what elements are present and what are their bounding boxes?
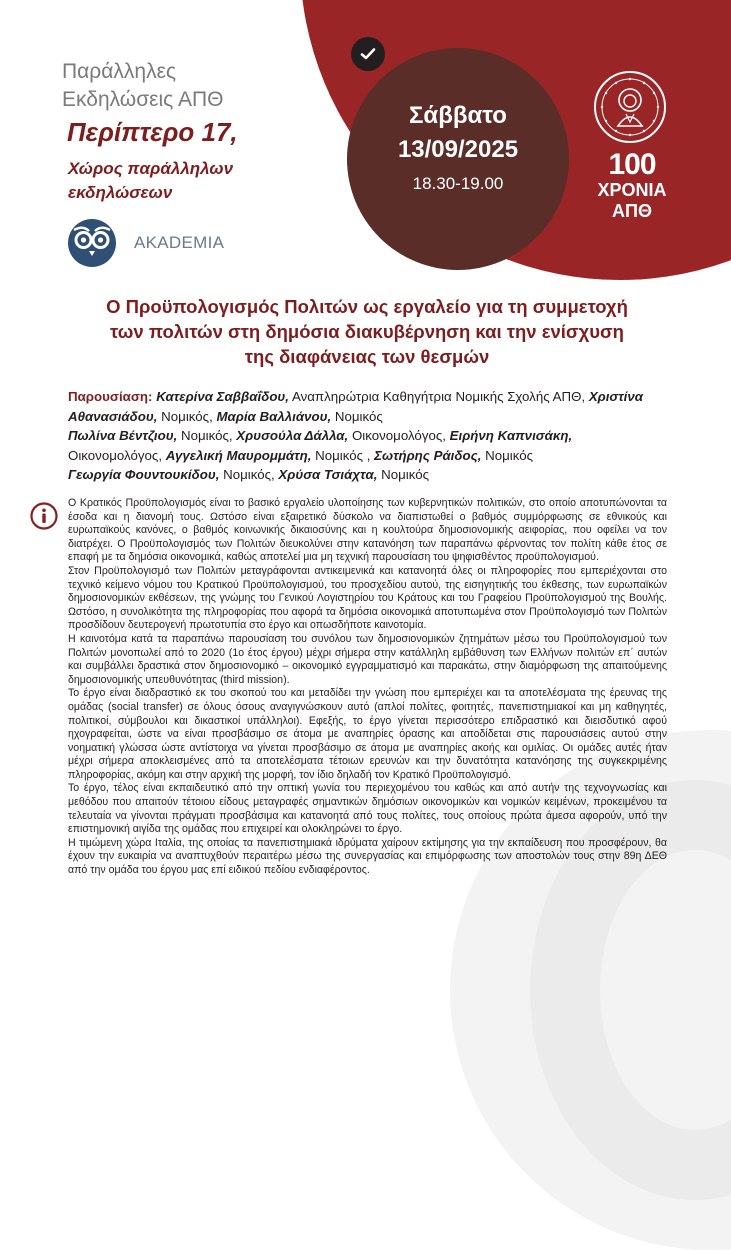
title-line3: της διαφάνειας των θεσμών xyxy=(244,346,490,367)
anniversary-line1: ΧΡΟΝΙΑ xyxy=(597,180,667,200)
presenter-name: Αγγελική Μαυρομμάτη, xyxy=(165,447,312,463)
presenter-name: Ειρήνη Καπνισάκη, xyxy=(449,428,573,443)
presenter-name: Σωτήρης Ράιδος, xyxy=(374,447,482,463)
description-paragraph: Η τιμώμενη χώρα Ιταλία, της οποίας τα πανεπιστημιακά ιδρύματα χαίρουν εκτίμησης για την εκπαίδευση που προσφέρουν, θα έχουν την ευκαιρία να αναπτυχθούν περαιτέρω μέσω της συνεργασίας και επιμόρφωσης των αποστολών τους στην 89η ΔΕΘ από την ομάδα του έργου μας επί ειδικού πεδίου ενδιαφέροντος. xyxy=(68,836,667,877)
venue-line1: Χώρος παράλληλων xyxy=(68,159,234,178)
lecture-title xyxy=(42,294,692,369)
presenter-name: Κατερίνα Σαββαΐδου, xyxy=(156,389,289,404)
presenter-role: Νομικός xyxy=(334,408,383,424)
presenter-name: Γεωργία Φουντουκίδου, xyxy=(68,467,220,482)
anniversary-logo xyxy=(592,150,672,222)
anniversary-number: 100 xyxy=(608,148,656,181)
info-icon xyxy=(30,502,58,530)
presenter-role: Αναπληρώτρια Καθηγήτρια Νομικής Σχολής ΑΠΘ, xyxy=(291,389,586,404)
owl-logo-icon xyxy=(67,218,117,268)
presenters-list xyxy=(68,387,668,485)
event-date: 13/09/2025 xyxy=(397,136,519,163)
presenter-name: Πωλίνα Βέντζιου, xyxy=(68,428,178,443)
presenter-role: Οικονομολόγος, xyxy=(351,428,446,443)
presenter-name: Χρυσούλα Δάλλα, xyxy=(236,428,349,443)
description-paragraph: Η καινοτόμα κατά τα παραπάνω παρουσίαση του συνόλου των δημοσιονομικών ζητημάτων μέσω του Προϋπολογισμού των Πολιτών μονοπωλεί από το 2020 (1ο έτος έργου) μέχρι σήμερα στην κατάλληλη εμβάθυνση των Ελλήνων πολιτών επ΄ αυτών και συμβάλλει δραστικά στον δημοσιονομικό – οικονομικό εγγραμματισμό και παρακάτω, στην διαμόρφωση της απαιτούμενης δημοσιονομικής υπευθυνότητας (third mission). xyxy=(68,632,667,686)
description-paragraph: Το έργο, τέλος είναι εκπαιδευτικό από την οπτική γωνία του περιεχομένου του καθώς και από αυτήν της τεχνογνωσίας και μεθόδου που απαιτούν τέτοιου είδους μεταγραφές σημαντικών δημόσιων οικονομικών και νομικών κειμένων, προκειμένου τα τελευταία να γίνονται πράγματι προσβάσιμα και κατανοητά από τους πολίτες, τους οποίους πρώτα άμεσα αφορούν, υπό την επιστημονική αιγίδα της ομάδας που επιχειρεί και ολοκληρώνει το έργο. xyxy=(68,782,667,836)
venue-label xyxy=(68,157,308,205)
event-day: Σάββατο xyxy=(409,102,507,129)
kiosk-label: Περίπτερο 17, xyxy=(67,117,238,147)
presenter-name: Χριστίνα Αθανασιάδου, xyxy=(68,389,644,424)
presenter-role: Οικονομολόγος, xyxy=(68,447,163,463)
presenter-role: Νομικός, xyxy=(223,467,275,482)
presenter-role: Νομικός xyxy=(381,467,430,482)
akademia-logo-text: AKADEMIA xyxy=(134,233,225,252)
event-series-title xyxy=(62,58,322,114)
subtitle-line2: Εκδηλώσεις ΑΠΘ xyxy=(62,88,224,111)
presenter-name: Μαρία Βαλλιάνου, xyxy=(216,408,332,424)
presenters-label: Παρουσίαση: xyxy=(68,389,153,404)
description-body xyxy=(68,497,667,878)
presenter-role: Νομικός xyxy=(485,447,533,463)
description-paragraph: Στον Προϋπολογισμό των Πολιτών μεταγράφονται αντικειμενικά και κατανοητά όλες οι πληροφορίες που εμπεριέχονται στο τεχνικό κείμενο νόμου του Κρατικού Προϋπολογισμού, του προσχεδίου αυτού, της εισηγητικής του έκθεσης, των ευρωπαϊκών δημοσιονομικών εκθέσεων, της γνώμης του Γενικού Λογιστηρίου του Κράτους και του Γραφείου Προϋπολογισμού της Βουλής. Ωστόσο, η συνολικότητα της πληροφορίας που αφορά τα δημόσια οικονομικά αποτυπωμένα στον Προϋπολογισμό των Πολιτών προσδίδουν δευτερογενή πρωτοτυπία στο έργο και οπωσδήποτε καινοτομία. xyxy=(68,564,667,632)
anniversary-line2: ΑΠΘ xyxy=(612,201,652,221)
title-line2: των πολιτών στη δημόσια διακυβέρνηση και την ενίσχυση xyxy=(110,321,624,342)
description-paragraph: Ο Κρατικός Προϋπολογισμός είναι το βασικό εργαλείο υλοποίησης των κυβερνητικών πολιτικών, στο οποίο αποτυπώνονται τα έσοδα και η διανομή τους. Ωστόσο είναι εξαιρετικό δύσκολο να διαπιστωθεί ο βαθμός συμμόρφωσης σε εθνικούς και ευρωπαϊκούς κανόνες, ο βαθμός κοινωνικής δικαιοσύνης και η κουλτούρα δημοσιονομικής αειφορίας, που οφείλει να τον διατρέχει. Ο Προϋπολογισμός των Πολιτών διευκολύνει στην κατανόηση των παραπάνω φέρνοντας τον πολίτη κάθε έτος σε επαφή με τα δημόσια οικονομικά, καθώς αποτελεί μια μη τεχνική παρουσίαση του ψηφισθέντος προϋπολογισμού. xyxy=(68,497,667,564)
presenter-role: Νομικός, xyxy=(161,408,213,424)
presenter-role: Νομικός , xyxy=(315,447,371,463)
university-seal-icon xyxy=(593,70,667,144)
presenter-name: Χρύσα Τσιάχτα, xyxy=(278,467,378,482)
title-line1: Ο Προϋπολογισμός Πολιτών ως εργαλείο για τη συμμετοχή xyxy=(106,296,628,317)
presenter-role: Νομικός, xyxy=(180,428,233,443)
description-paragraph: Το έργο είναι διαδραστικό εκ του σκοπού του και μεταδίδει την γνώση που εμπεριέχει και τα αποτελέσματα της έρευνας της ομάδας (social transfer) σε όλους όσους αναγιγνώσκουν αυτό (απλοί πολίτες, φοιτητές, πανεπιστημιακοί και μη καθηγητές, πολιτικοί, σύμβουλοι και δικαστικοί υπάλληλοι). Εφεξής, το έργο γίνεται περισσότερο επιδραστικό και διεισδυτικό αφού ηχογραφείται, ώστε να είναι προσβάσιμο σε άτομα με αναπηρίες όρασης και αποδίδεται στις παρουσιάσεις αυτού στην νοηματική γλώσσα ώστε αντίστοιχα να γίνεται προσβάσιμο σε άτομα με αναπηρίες ακοής και ομιλίας. Οι ομάδες αυτές ήταν μέχρι σήμερα αποκλεισμένες από τα αποτελέσματα τέτοιων ερευνών και την δυνατότητα κατανόησης της συγκεκριμένης πληροφορίας, ακόμη και στην αρχική της μορφή, τον ίδιο δηλαδή τον Κρατικό Προϋπολογισμό. xyxy=(68,687,667,781)
check-badge-icon xyxy=(351,37,385,71)
subtitle-line1: Παράλληλες xyxy=(62,60,177,83)
venue-line2: εκδηλώσεων xyxy=(68,183,173,202)
event-time: 18.30-19.00 xyxy=(412,174,504,193)
